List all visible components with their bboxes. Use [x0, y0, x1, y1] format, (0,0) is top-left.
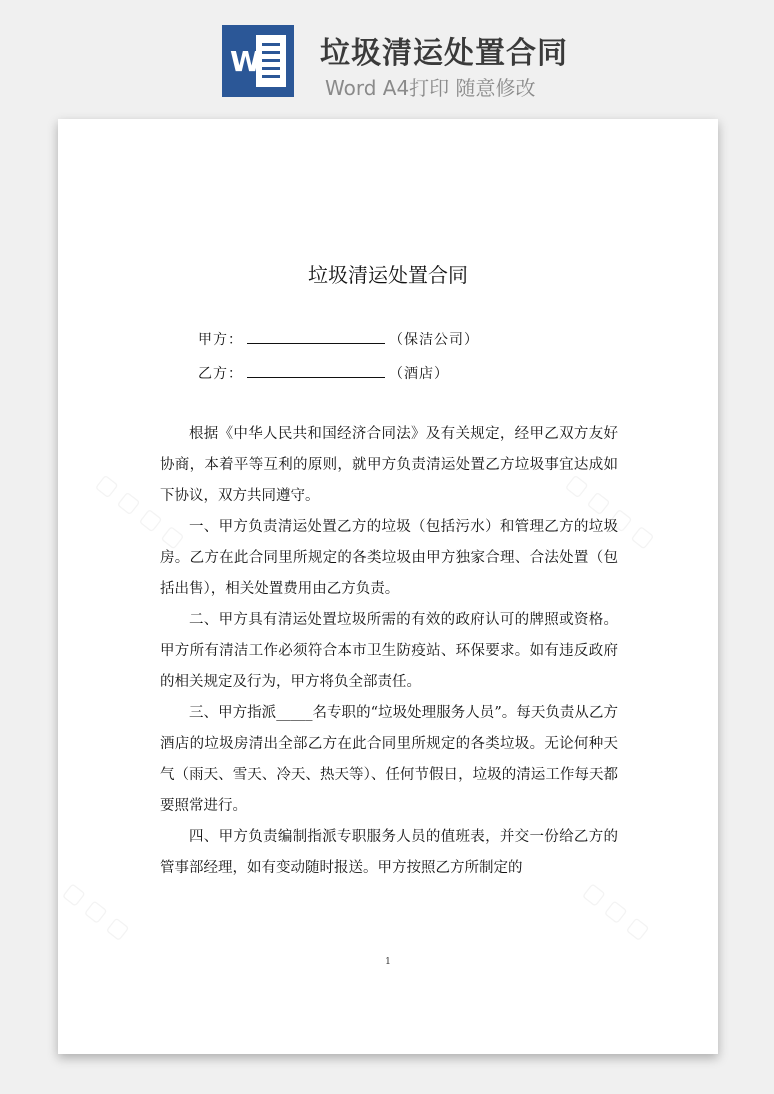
- paragraph-clause-1: 一、甲方负责清运处置乙方的垃圾（包括污水）和管理乙方的垃圾房。乙方在此合同里所规定的各类垃圾由甲方独家合理、合法处置（包括出售），相关处置费用由乙方负责。: [160, 519, 618, 597]
- party-b-blank[interactable]: [247, 363, 385, 378]
- header-subtitle: Word A4打印 随意修改: [325, 76, 536, 100]
- header-title: 垃圾清运处置合同: [320, 36, 568, 71]
- party-b-note: （酒店）: [389, 366, 449, 382]
- page-number: 1: [385, 957, 391, 967]
- document-title: 垃圾清运处置合同: [308, 263, 468, 287]
- watermark: ▢ ▢ ▢: [58, 878, 134, 945]
- party-a-label: 甲方：: [198, 332, 243, 348]
- contract-body: [160, 419, 618, 884]
- watermark: ▢ ▢ ▢ ▢: [561, 469, 659, 554]
- party-a-note: （保洁公司）: [389, 332, 479, 348]
- party-b-line: [198, 363, 449, 383]
- word-document-icon: [222, 25, 294, 97]
- word-icon-letter: W: [230, 45, 261, 78]
- party-a-line: [198, 329, 479, 349]
- header-banner: [0, 0, 774, 110]
- party-b-label: 乙方：: [198, 366, 243, 382]
- watermark: ▢ ▢ ▢ ▢: [91, 469, 189, 554]
- party-a-blank[interactable]: [247, 329, 385, 344]
- document-page: [58, 119, 718, 1054]
- paragraph-preamble: 根据《中华人民共和国经济合同法》及有关规定，经甲乙双方友好协商，本着平等互利的原则，就甲方负责清运处置乙方垃圾事宜达成如下协议，双方共同遵守。: [160, 426, 618, 504]
- paragraph-clause-3: 三、甲方指派_____名专职的“垃圾处理服务人员”。每天负责从乙方酒店的垃圾房清出全部乙方在此合同里所规定的各类垃圾。无论何种天气（雨天、雪天、冷天、热天等）、任何节假日，垃圾的清运工作每天都要照常进行。: [160, 705, 618, 814]
- paragraph-clause-2: 二、甲方具有清运处置垃圾所需的有效的政府认可的牌照或资格。甲方所有清洁工作必须符合本市卫生防疫站、环保要求。如有违反政府的相关规定及行为，甲方将负全部责任。: [160, 612, 618, 690]
- paragraph-clause-4: 四、甲方负责编制指派专职服务人员的值班表，并交一份给乙方的管事部经理，如有变动随时报送。甲方按照乙方所制定的: [160, 829, 618, 876]
- watermark: ▢ ▢ ▢: [578, 878, 654, 945]
